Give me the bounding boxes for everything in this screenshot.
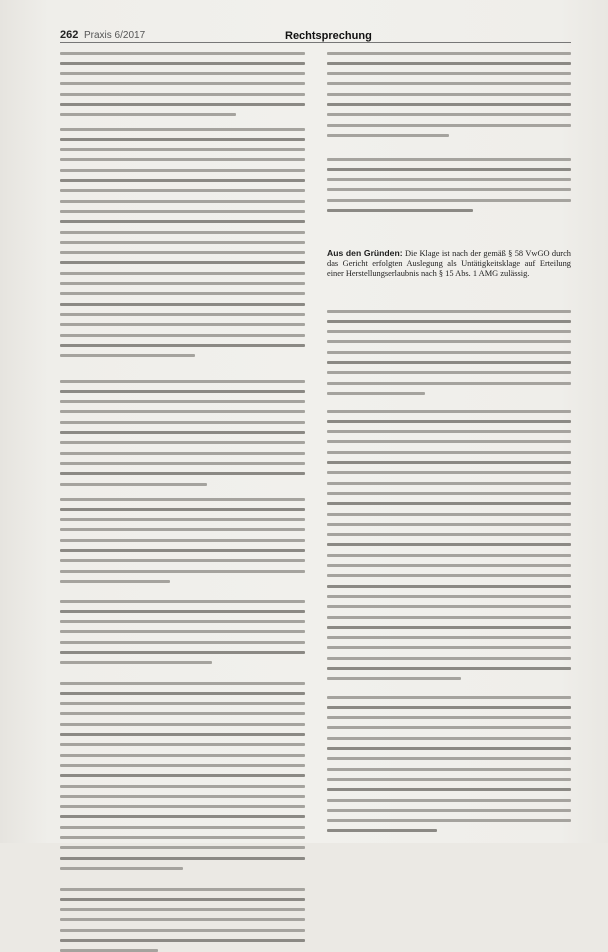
illegible-text-line (60, 539, 305, 542)
illegible-text-line (327, 371, 571, 374)
section-heading: Rechtsprechung (285, 30, 372, 42)
illegible-text-line (327, 706, 571, 709)
illegible-text-line (327, 564, 571, 567)
illegible-text-line (327, 451, 571, 454)
illegible-text-line (60, 421, 305, 424)
illegible-text-line (60, 733, 305, 736)
illegible-text-line (60, 743, 305, 746)
illegible-text-line (60, 272, 305, 275)
illegible-text-line (327, 382, 571, 385)
illegible-text-line (60, 483, 207, 486)
gruende-lead: Aus den Gründen: (327, 248, 403, 258)
illegible-text-line (327, 361, 571, 364)
illegible-text-line (327, 103, 571, 106)
illegible-text-line (60, 939, 305, 942)
illegible-text-line (60, 549, 305, 552)
illegible-text-line (327, 809, 571, 812)
illegible-text-line (60, 764, 305, 767)
illegible-text-line (327, 829, 437, 832)
illegible-text-line (60, 303, 305, 306)
illegible-text-line (327, 188, 571, 191)
illegible-text-line (60, 692, 305, 695)
illegible-text-line (60, 179, 305, 182)
illegible-text-line (327, 757, 571, 760)
illegible-text-line (327, 134, 449, 137)
illegible-text-line (60, 103, 305, 106)
illegible-text-line (327, 595, 571, 598)
illegible-text-line (327, 82, 571, 85)
illegible-text-line (60, 898, 305, 901)
illegible-text-line (60, 210, 305, 213)
illegible-text-line (60, 344, 305, 347)
illegible-text-line (60, 251, 305, 254)
illegible-text-line (60, 815, 305, 818)
illegible-text-line (60, 867, 183, 870)
illegible-text-line (327, 158, 571, 161)
illegible-text-line (327, 543, 571, 546)
illegible-text-line (327, 330, 571, 333)
illegible-text-line (327, 554, 571, 557)
illegible-text-line (60, 62, 305, 65)
illegible-text-line (60, 785, 305, 788)
illegible-text-line (60, 508, 305, 511)
illegible-text-line (60, 918, 305, 921)
illegible-text-line (60, 908, 305, 911)
illegible-text-line (60, 231, 305, 234)
illegible-text-line (60, 169, 305, 172)
illegible-text-line (60, 610, 305, 613)
illegible-text-line (60, 128, 305, 131)
illegible-text-line (60, 323, 305, 326)
illegible-text-line (60, 682, 305, 685)
illegible-text-line (60, 431, 305, 434)
illegible-text-line (60, 334, 305, 337)
illegible-text-line (327, 737, 571, 740)
illegible-text-line (60, 113, 236, 116)
illegible-text-line (327, 420, 571, 423)
illegible-text-line (60, 462, 305, 465)
illegible-text-line (60, 805, 305, 808)
illegible-text-line (327, 320, 571, 323)
gruende-text: Die Klage ist nach der gemäß § 58 VwGO durch das Gericht erfolgten Auslegung als Untätigkeitsklage auf Erteilung einer Herstellungserlaubnis nach § 15 Abs. 1 AMG zulässig. (327, 249, 571, 279)
illegible-text-line (327, 513, 571, 516)
illegible-text-line (327, 626, 571, 629)
page-number: 262 (60, 29, 79, 41)
illegible-text-line (60, 702, 305, 705)
illegible-text-line (327, 461, 571, 464)
illegible-text-line (327, 310, 571, 313)
illegible-text-line (327, 351, 571, 354)
illegible-text-line (60, 241, 305, 244)
illegible-text-line (327, 440, 571, 443)
illegible-text-line (60, 93, 305, 96)
illegible-text-line (60, 400, 305, 403)
illegible-text-line (327, 747, 571, 750)
illegible-text-line (60, 857, 305, 860)
illegible-text-line (327, 696, 571, 699)
illegible-text-line (60, 600, 305, 603)
illegible-text-line (60, 630, 305, 633)
illegible-text-line (327, 168, 571, 171)
illegible-text-line (60, 641, 305, 644)
illegible-text-line (327, 502, 571, 505)
illegible-text-line (60, 441, 305, 444)
illegible-text-line (327, 340, 571, 343)
illegible-text-line (327, 430, 571, 433)
illegible-text-line (60, 826, 305, 829)
header-rule (60, 42, 571, 43)
illegible-text-line (60, 774, 305, 777)
illegible-text-line (60, 836, 305, 839)
illegible-text-line (60, 559, 305, 562)
illegible-text-line (327, 72, 571, 75)
illegible-text-line (60, 148, 305, 151)
illegible-text-line (327, 523, 571, 526)
illegible-text-line (60, 754, 305, 757)
illegible-text-line (60, 189, 305, 192)
illegible-text-line (327, 410, 571, 413)
journal-issue: Praxis 6/2017 (84, 30, 146, 41)
illegible-text-line (60, 570, 305, 573)
illegible-text-line (60, 528, 305, 531)
illegible-text-line (60, 354, 195, 357)
illegible-text-line (327, 716, 571, 719)
illegible-text-line (327, 492, 571, 495)
illegible-text-line (327, 52, 571, 55)
illegible-text-line (327, 93, 571, 96)
illegible-text-line (60, 380, 305, 383)
illegible-text-line (327, 657, 571, 660)
illegible-text-line (60, 472, 305, 475)
illegible-text-line (60, 220, 305, 223)
illegible-text-line (60, 888, 305, 891)
illegible-text-line (327, 799, 571, 802)
illegible-text-line (327, 482, 571, 485)
illegible-text-line (327, 574, 571, 577)
illegible-text-line (60, 846, 305, 849)
illegible-text-line (60, 929, 305, 932)
illegible-text-line (60, 498, 305, 501)
illegible-text-line (60, 390, 305, 393)
illegible-text-line (327, 636, 571, 639)
illegible-text-line (327, 768, 571, 771)
illegible-text-line (327, 667, 571, 670)
illegible-text-line (327, 113, 571, 116)
illegible-text-line (327, 471, 571, 474)
illegible-text-line (60, 410, 305, 413)
illegible-text-line (327, 209, 473, 212)
illegible-text-line (327, 788, 571, 791)
illegible-text-line (60, 82, 305, 85)
illegible-text-line (60, 580, 170, 583)
illegible-text-line (60, 261, 305, 264)
illegible-text-line (327, 819, 571, 822)
illegible-text-line (327, 726, 571, 729)
illegible-text-line (60, 138, 305, 141)
illegible-text-line (60, 282, 305, 285)
illegible-text-line (60, 620, 305, 623)
illegible-text-line (327, 585, 571, 588)
illegible-text-line (327, 124, 571, 127)
illegible-text-line (60, 452, 305, 455)
illegible-text-line (60, 518, 305, 521)
illegible-text-line (327, 533, 571, 536)
illegible-text-line (327, 392, 425, 395)
illegible-text-line (60, 52, 305, 55)
illegible-text-line (327, 62, 571, 65)
illegible-text-line (60, 661, 212, 664)
illegible-text-line (327, 646, 571, 649)
illegible-text-line (327, 605, 571, 608)
illegible-text-line (327, 778, 571, 781)
illegible-text-line (60, 158, 305, 161)
illegible-text-line (327, 178, 571, 181)
illegible-text-line (327, 199, 571, 202)
illegible-text-line (327, 616, 571, 619)
illegible-text-line (60, 72, 305, 75)
gruende-paragraph (327, 248, 571, 280)
illegible-text-line (60, 292, 305, 295)
illegible-text-line (60, 723, 305, 726)
illegible-text-line (60, 200, 305, 203)
illegible-text-line (60, 795, 305, 798)
illegible-text-line (60, 712, 305, 715)
illegible-text-line (327, 677, 461, 680)
illegible-text-line (60, 313, 305, 316)
illegible-text-line (60, 651, 305, 654)
